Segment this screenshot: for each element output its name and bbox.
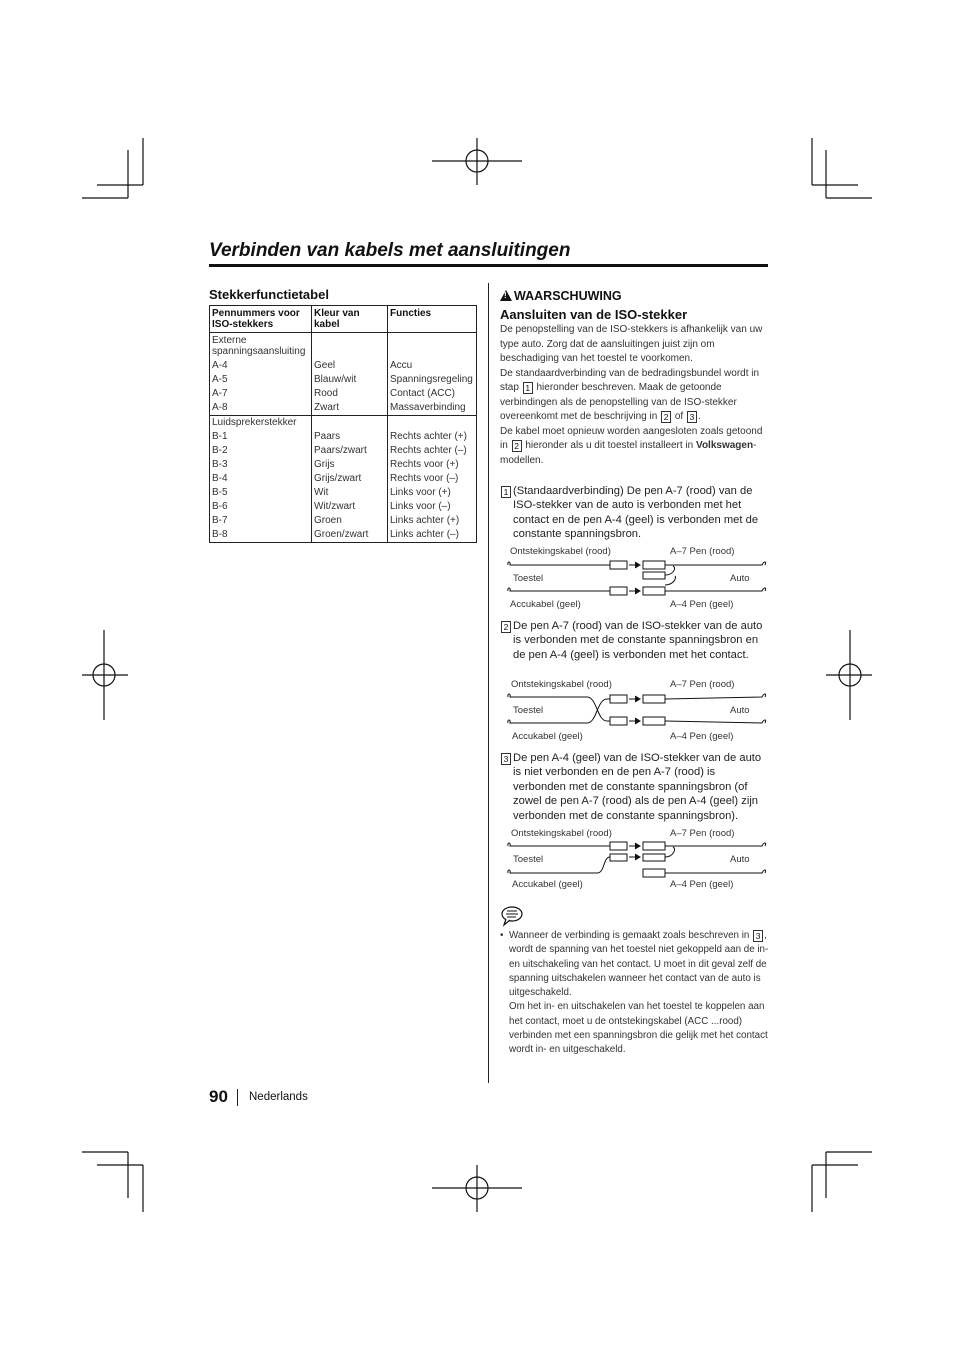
header-functions: Functies xyxy=(388,306,477,333)
column-divider xyxy=(488,283,489,1083)
table-row xyxy=(210,416,477,431)
group-label: Externe spanningsaansluiting xyxy=(210,333,312,360)
table-row: B-4 Grijs/zwart Rechts voor (–) xyxy=(210,472,477,486)
note-icon xyxy=(500,905,524,927)
table-row: A-4 Geel Accu xyxy=(210,359,477,373)
pin-function-table xyxy=(209,305,477,543)
note-text: • Wanneer de verbinding is gemaakt zoals beschreven in 3 , wordt de spanning van het toestel niet gekoppeld aan de in- en uitschakeling van het contact. U moet in dit geval zelf de spanning uitschakelen wanneer het contact van de auto is uitgeschakeld. Om het in- en uitschakelen van het toestel te koppelen aan het contact, moet u de ontstekingskabel (ACC ...rood) verbinden met een spanningsbron die gelijk met het contact wordt in- en uitgeschakeld. xyxy=(500,930,769,1056)
connection-item-1: 1 (Standaardverbinding) De pen A-7 (rood) van de ISO-stekker van de auto is verbonden met het contact en de pen A-4 (geel) is verbonden met de constante spanningsbron. xyxy=(500,484,768,542)
step-number-box: 1 xyxy=(523,382,533,394)
step-number-box: 3 xyxy=(501,753,511,765)
connection-item-2: 2 De pen A-7 (rood) van de ISO-stekker van de auto is verbonden met de constante spanningsbron en de pen A-4 (geel) is verbonden met het contact. xyxy=(500,619,768,662)
table-header-row xyxy=(210,306,477,333)
language-label: Nederlands xyxy=(249,1091,308,1103)
wiring-diagram-2 xyxy=(505,690,770,732)
page-number: 90 xyxy=(209,1087,228,1106)
table-row: A-8 Zwart Massaverbinding xyxy=(210,401,477,416)
table-row xyxy=(210,333,477,360)
page-title: Verbinden van kabels met aansluitingen xyxy=(209,240,768,267)
group-label: Luidsprekerstekker xyxy=(210,416,312,431)
step-number-box: 2 xyxy=(512,440,522,452)
step-number-box: 3 xyxy=(753,930,763,942)
table-row: B-6 Wit/zwart Links voor (–) xyxy=(210,500,477,514)
warning-heading: !WAARSCHUWING xyxy=(500,289,622,303)
table-row: B-1 Paars Rechts achter (+) xyxy=(210,430,477,444)
table-row: B-5 Wit Links voor (+) xyxy=(210,486,477,500)
table-row: B-7 Groen Links achter (+) xyxy=(210,514,477,528)
step-number-box: 3 xyxy=(687,411,697,423)
table-row: B-3 Grijs Rechts voor (+) xyxy=(210,458,477,472)
table-row: A-7 Rood Contact (ACC) xyxy=(210,387,477,401)
footer-divider xyxy=(237,1089,238,1106)
table-row: B-8 Groen/zwart Links achter (–) xyxy=(210,528,477,543)
table-row: A-5 Blauw/wit Spanningsregeling xyxy=(210,373,477,387)
intro-text: De penopstelling van de ISO-stekkers is afhankelijk van uw type auto. Zorg dat de aansluitingen juist zijn om beschadiging van het toestel te voorkomen. De standaardverbinding van de bedradingsbundel wordt in stap 1 hieronder beschreven. Maak de getoonde verbindingen als de penopstelling van de ISO-stekker overeenkomt met de beschrijving in 2 of 3 . De kabel moet opnieuw worden aangesloten zoals getoond in 2 hieronder als u dit toestel installeert in Volkswagen-modellen. xyxy=(500,324,763,466)
connection-item-3: 3 De pen A-4 (geel) van de ISO-stekker van de auto is niet verbonden en de pen A-7 (rood) is verbonden met de constante spanningsbron (of zowel de pen A-7 (rood) als de pen A-4 (geel) zijn verbonden met de constante spanningsbron). xyxy=(500,751,768,823)
wiring-diagram-1 xyxy=(505,558,770,600)
table-row: B-2 Paars/zwart Rechts achter (–) xyxy=(210,444,477,458)
wiring-diagram-3 xyxy=(505,840,770,882)
header-color: Kleur van kabel xyxy=(312,306,388,333)
table-heading: Stekkerfunctietabel xyxy=(209,287,329,302)
step-number-box: 1 xyxy=(501,486,511,498)
section-heading: Aansluiten van de ISO-stekker xyxy=(500,307,688,322)
step-number-box: 2 xyxy=(501,621,511,633)
warning-icon xyxy=(500,290,512,301)
header-pins: Pennummers voor ISO-stekkers xyxy=(210,306,312,333)
step-number-box: 2 xyxy=(661,411,671,423)
